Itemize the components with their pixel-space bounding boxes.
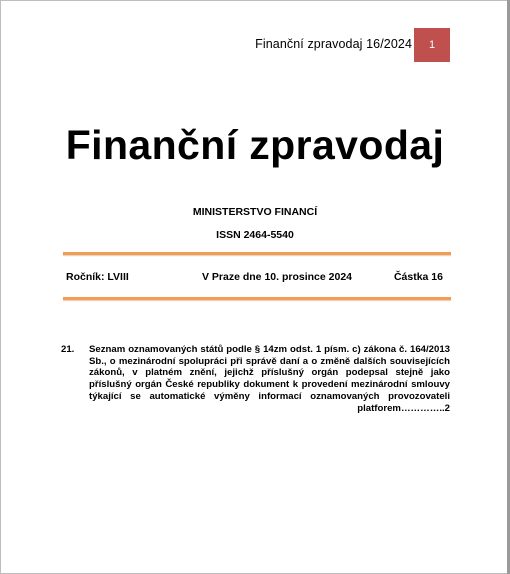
document-title: Finanční zpravodaj xyxy=(65,122,445,168)
running-header-title: Finanční zpravodaj 16/2024 xyxy=(255,37,412,51)
divider-bottom xyxy=(63,297,451,300)
issue-number: Částka 16 xyxy=(393,271,443,283)
toc-item-number: 21. xyxy=(61,344,75,355)
publisher-name: MINISTERSTVO FINANCÍ xyxy=(192,206,318,218)
toc-item-text[interactable]: Seznam oznamovaných států podle § 14zm odst. 1 písm. c) zákona č. 164/2013 Sb., o mezinárodní spolupráci při správě daní a o změně dalších souvisejících zákonů, v platném znění, jejichž příslušný orgán podepsal stejně jako příslušný orgán České republiky dokument k provedení mezinárodní smlouvy týkající se automatické výměny informací oznamovaných provozovateli platforem…………..2 xyxy=(89,344,450,414)
issue-date: V Praze dne 10. prosince 2024 xyxy=(202,271,352,283)
issn-number: ISSN 2464-5540 xyxy=(216,229,294,241)
volume-label: Ročník: LVIII xyxy=(66,271,129,283)
page-number-badge: 1 xyxy=(414,28,450,62)
divider-top xyxy=(63,252,451,255)
